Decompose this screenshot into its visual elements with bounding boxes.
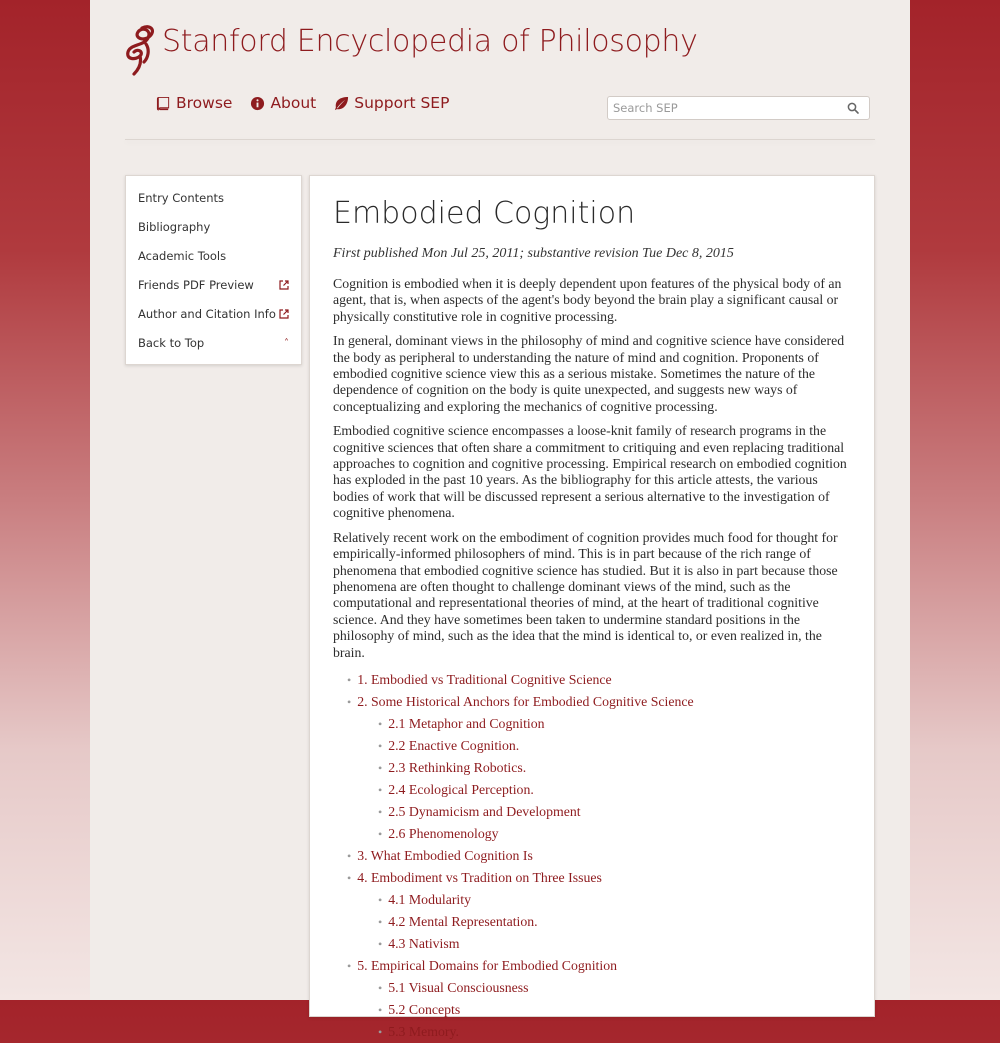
toc-item — [347, 713, 853, 735]
toc-link[interactable]: 3. What Embodied Cognition Is — [357, 847, 533, 863]
toc-item — [347, 669, 853, 691]
leaf-icon — [334, 96, 349, 111]
sidebar-item-back-to-top[interactable] — [126, 329, 301, 358]
publication-info: First published Mon Jul 25, 2011; substantive revision Tue Dec 8, 2015 — [333, 246, 734, 261]
toc-item — [347, 999, 853, 1021]
site-title[interactable]: Stanford Encyclopedia of Philosophy — [162, 24, 698, 59]
preamble-paragraph: Cognition is embodied when it is deeply dependent upon features of the physical body of an agent, that is, when aspects of the agent's body beyond the brain play a significant causal or physically constitutive role in cognitive processing. — [333, 276, 842, 324]
sidebar-item-label: Friends PDF Preview — [138, 278, 254, 292]
toc-item — [347, 735, 853, 757]
search-input[interactable] — [608, 97, 838, 119]
toc-link[interactable]: 5.1 Visual Consciousness — [388, 979, 529, 995]
toc-link[interactable]: 1. Embodied vs Traditional Cognitive Science — [357, 671, 612, 687]
search-box — [607, 96, 870, 120]
toc-link[interactable]: 2. Some Historical Anchors for Embodied Cognitive Science — [357, 693, 694, 709]
chevron-up-icon: ˄ — [284, 338, 289, 349]
external-link-icon — [279, 309, 289, 319]
book-icon — [156, 96, 171, 111]
toc-item — [347, 933, 853, 955]
sidebar-item-academic-tools[interactable] — [126, 242, 301, 271]
toc-link[interactable]: 2.2 Enactive Cognition. — [388, 737, 520, 753]
preamble-paragraph: In general, dominant views in the philosophy of mind and cognitive science have considered the body as peripheral to understanding the nature of mind and cognition. Proponents of embodied cognitive science view this as a serious mistake. Sometimes the nature of the dependence of cognition on the body is quite unexpected, and suggests new ways of conceptualizing and exploring the mechanics of cognitive processing. — [333, 333, 845, 414]
toc-link[interactable]: 5.3 Memory. — [388, 1023, 459, 1039]
nav-support[interactable] — [334, 94, 449, 112]
toc-item — [347, 955, 853, 977]
toc-item — [347, 889, 853, 911]
info-icon — [250, 96, 265, 111]
toc-link[interactable]: 4. Embodiment vs Tradition on Three Issues — [357, 869, 602, 885]
toc-link[interactable]: 5. Empirical Domains for Embodied Cognition — [357, 957, 618, 973]
sidebar-item-label: Entry Contents — [138, 191, 224, 205]
toc-link[interactable]: 4.2 Mental Representation. — [388, 913, 538, 929]
nav-about-label: About — [270, 94, 317, 112]
toc-link[interactable]: 2.1 Metaphor and Cognition — [388, 715, 545, 731]
table-of-contents — [333, 669, 853, 1043]
sidebar-item-bibliography[interactable] — [126, 213, 301, 242]
sidebar-item-label: Bibliography — [138, 220, 211, 234]
sidebar-item-author-citation-info[interactable] — [126, 300, 301, 329]
page-container — [90, 0, 910, 1039]
toc-link[interactable]: 5.2 Concepts — [388, 1001, 461, 1017]
toc-item — [347, 1021, 853, 1043]
toc-link[interactable]: 2.6 Phenomenology — [388, 825, 499, 841]
toc-item — [347, 779, 853, 801]
sidebar-item-entry-contents[interactable] — [126, 184, 301, 213]
search-icon[interactable] — [847, 102, 859, 114]
nav-browse-label: Browse — [176, 94, 233, 112]
preamble-paragraph: Embodied cognitive science encompasses a loose-knit family of research programs in the cognitive sciences that often share a commitment to critiquing and even replacing traditional approaches to cognition and cognitive processing. Empirical research on embodied cognition has exploded in the past 10 years. As the bibliography for this article attests, the various bodies of work that will be discussed represent a serious alternative to the investigation of cognitive phenomena. — [333, 423, 847, 521]
toc-item — [347, 911, 853, 933]
toc-link[interactable]: 4.3 Nativism — [388, 935, 460, 951]
toc-item — [347, 801, 853, 823]
preamble-paragraph: Relatively recent work on the embodiment of cognition provides much food for thought for empirically-informed philosophers of mind. This is in part because of the rich range of phenomena that embodied cognitive science has studied. But it is also in part because those phenomena are often thought to challenge dominant views of the mind, such as the computational and representational theories of mind, at the heart of traditional cognitive science. And they have sometimes been taken to undermine standard positions in the philosophy of mind, such as the idea that the mind is identical to, or even realized in, the brain. — [333, 529, 838, 660]
toc-item — [347, 845, 853, 867]
nav-support-label: Support SEP — [354, 94, 450, 112]
header-divider — [125, 139, 875, 140]
toc-item — [347, 823, 853, 845]
sep-logo-icon[interactable] — [120, 22, 160, 76]
sidebar-item-label: Back to Top — [138, 336, 205, 350]
nav-about[interactable] — [250, 94, 316, 112]
entry-sidebar — [125, 175, 302, 365]
toc-item — [347, 867, 853, 889]
toc-item — [347, 757, 853, 779]
external-link-icon — [279, 280, 289, 290]
sidebar-item-label: Author and Citation Info — [138, 307, 276, 321]
top-nav — [156, 94, 449, 112]
toc-link[interactable]: 2.3 Rethinking Robotics. — [388, 759, 527, 775]
toc-link[interactable]: 2.5 Dynamicism and Development — [388, 803, 581, 819]
toc-link[interactable]: 2.4 Ecological Perception. — [388, 781, 534, 797]
entry-preamble — [333, 276, 853, 1043]
entry-content — [309, 175, 875, 1039]
page-title: Embodied Cognition — [333, 196, 636, 231]
toc-link[interactable]: 4.1 Modularity — [388, 891, 471, 907]
sidebar-item-label: Academic Tools — [138, 249, 227, 263]
sidebar-item-friends-pdf-preview[interactable] — [126, 271, 301, 300]
toc-item — [347, 691, 853, 713]
toc-item — [347, 977, 853, 999]
nav-browse[interactable] — [156, 94, 232, 112]
